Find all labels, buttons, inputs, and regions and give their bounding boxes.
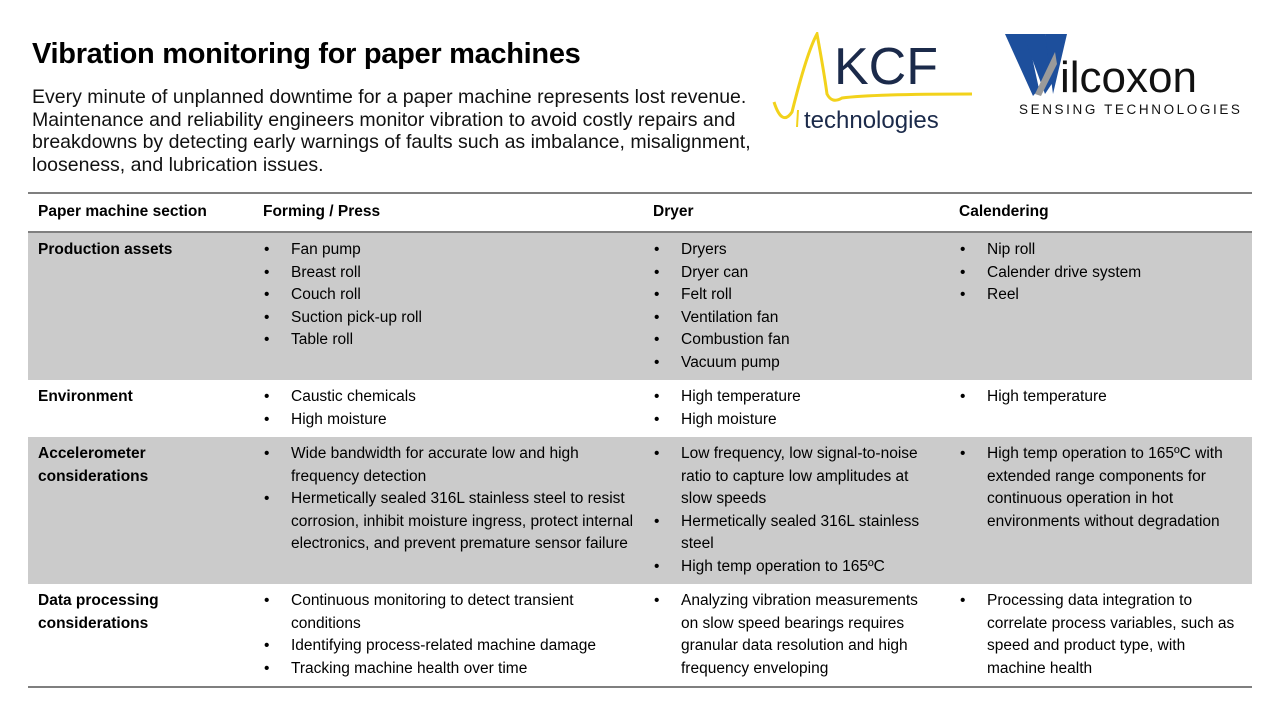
row-label: Production assets	[28, 232, 253, 380]
row-label: Data processing considerations	[38, 592, 159, 632]
slide-title: Vibration monitoring for paper machines	[32, 38, 581, 70]
bullet-item: • Nip roll	[959, 239, 1242, 262]
kcf-logo	[772, 32, 977, 134]
header-section: Paper machine section	[38, 203, 207, 220]
bullet-item: • Hermetically sealed 316L stainless steel	[653, 511, 939, 556]
table-cell	[253, 232, 643, 380]
bullet-item: • Table roll	[263, 329, 633, 352]
bullet-item: • Reel	[959, 284, 1242, 307]
bullet-item: • Continuous monitoring to detect transient conditions	[263, 590, 633, 635]
table-cell	[949, 584, 1252, 687]
table-cell	[949, 232, 1252, 380]
table-cell	[643, 437, 949, 584]
bullet-item: • Wide bandwidth for accurate low and high frequency detection	[263, 443, 633, 488]
bullet-item: • Dryers	[653, 239, 939, 262]
table-cell	[949, 380, 1252, 437]
svg-text:ilcoxon: ilcoxon	[1060, 53, 1197, 102]
bullet-item: • High temperature	[959, 386, 1242, 409]
table-cell	[643, 584, 949, 687]
table-header-row	[28, 193, 1252, 232]
svg-text:KCF: KCF	[834, 38, 938, 96]
vibration-table	[28, 192, 1252, 688]
bullet-item: • Felt roll	[653, 284, 939, 307]
bullet-item: • Vacuum pump	[653, 352, 939, 375]
bullet-item: • Identifying process-related machine damage	[263, 635, 633, 658]
table-cell	[643, 380, 949, 437]
bullet-item: • Ventilation fan	[653, 307, 939, 330]
bullet-item: • Suction pick-up roll	[263, 307, 633, 330]
bullet-item: • High moisture	[263, 409, 633, 432]
row-label: Environment	[38, 388, 133, 405]
table-cell	[949, 437, 1252, 584]
row-label: Accelerometer considerations	[28, 437, 253, 584]
table-row	[28, 584, 1252, 687]
table-row	[28, 232, 1252, 380]
table-row	[28, 380, 1252, 437]
svg-text:SENSING TECHNOLOGIES: SENSING TECHNOLOGIES	[1019, 102, 1243, 117]
bullet-item: • High temperature	[653, 386, 939, 409]
bullet-item: • Fan pump	[263, 239, 633, 262]
table-cell	[253, 584, 643, 687]
table-cell	[253, 380, 643, 437]
header-forming-press: Forming / Press	[263, 203, 381, 220]
table-row	[28, 437, 1252, 584]
table-cell	[643, 232, 949, 380]
bullet-item: • Calender drive system	[959, 262, 1242, 285]
bullet-item: • Couch roll	[263, 284, 633, 307]
bullet-item: • Caustic chemicals	[263, 386, 633, 409]
header-dryer: Dryer	[653, 203, 694, 220]
bullet-item: • High temp operation to 165ºC	[653, 556, 939, 579]
header-calendering: Calendering	[959, 203, 1049, 220]
bullet-item: • Breast roll	[263, 262, 633, 285]
intro-text: Every minute of unplanned downtime for a paper machine represents lost revenue. Maintenance and reliability engineers monitor vibration to avoid costly repairs and breakdowns by detecting early warnings of faults such as imbalance, misalignment, looseness, and lubrication issues.	[32, 86, 751, 176]
bullet-item: • High temp operation to 165ºC with extended range components for continuous operation in hot environments without degradation	[959, 443, 1242, 533]
bullet-item: • Tracking machine health over time	[263, 658, 633, 681]
bullet-item: • Hermetically sealed 316L stainless steel to resist corrosion, inhibit moisture ingress, protect internal electronics, and prevent premature sensor failure	[263, 488, 633, 556]
wilcoxon-logo	[1005, 34, 1255, 119]
bullet-item: • Analyzing vibration measurements on slow speed bearings requires granular data resolution and high frequency enveloping	[653, 590, 939, 680]
bullet-item: • Dryer can	[653, 262, 939, 285]
bullet-item: • High moisture	[653, 409, 939, 432]
svg-text:technologies: technologies	[804, 107, 939, 134]
bullet-item: • Processing data integration to correlate process variables, such as speed and product type, with machine health	[959, 590, 1242, 680]
table-cell	[253, 437, 643, 584]
bullet-item: • Low frequency, low signal-to-noise ratio to capture low amplitudes at slow speeds	[653, 443, 939, 511]
bullet-item: • Combustion fan	[653, 329, 939, 352]
